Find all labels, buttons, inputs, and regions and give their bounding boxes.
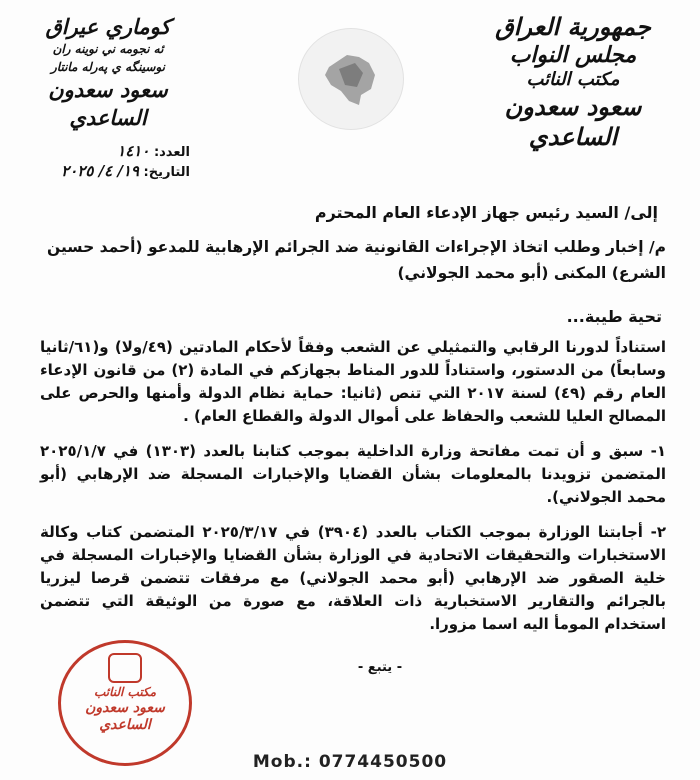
reference-date: ١٩/ ٤/ ٢٠٢٥ xyxy=(61,162,139,180)
letterhead-kurdish xyxy=(8,14,208,132)
reference-number-label: العدد: xyxy=(153,145,190,160)
subject-line: م/ إخبار وطلب اتخاذ الإجراءات القانونية ضد الجرائم الإرهابية للمدعو (أحمد حسين الشرع) المكنى (أبو محمد الجولاني) xyxy=(47,238,666,282)
letterhead-kurdish-republic: كوماري عيراق xyxy=(45,14,171,39)
addressee: إلى/ السيد رئيس جهاز الإدعاء العام المحترم xyxy=(314,203,658,222)
letterhead-kurdish-mp-name: سعود سعدون الساعدي xyxy=(48,77,168,130)
footer-mobile: Mob.: 0774450500 xyxy=(252,752,448,772)
reference-number: ١٤١٠ xyxy=(117,142,150,160)
letter-body xyxy=(40,200,666,648)
paragraph-point-2: ٢- أجابتنا الوزارة بموجب الكتاب بالعدد (٣٩٠٤) في ٢٠٢٥/٣/١٧ المتضمن كتاب وكالة الاستخبارات والتحقيقات الاتحادية في الوزارة بشأن القضايا والإخبارات المسجلة في خلية الصقور ضد الإرهابي (أبو محمد الجولاني) مع مرفقات تتضمن قرصا ليزريا بالجرائم والتقارير الاستخبارية ذات العلاقة، مع صورة من الوثيقة التي تتضمن استخدام المومأ اليه اسما مزورا. xyxy=(40,523,666,633)
official-stamp xyxy=(58,640,192,766)
continued-marker: - يتبع - xyxy=(357,660,403,675)
letterhead-office: مكتب النائب xyxy=(526,69,620,90)
letterhead-kurdish-parliament: ئه نجومه ني نوينه ران xyxy=(52,42,164,56)
reference-number-row xyxy=(30,142,190,162)
reference-date-row xyxy=(30,162,190,182)
letterhead-arabic xyxy=(468,12,678,152)
greeting: تحية طيبة... xyxy=(566,307,662,326)
reference-date-label: التاريخ: xyxy=(143,165,190,180)
reference-block xyxy=(30,142,190,182)
paragraph-intro: استناداً لدورنا الرقابي والتمثيلي عن الشعب وفقاً لأحكام المادتين (٤٩/ولا) و(٦١/ثانيا وسابعاً) من الدستور، واستناداً للدور المناط بجهازكم في المادة (٢) من قانون الإدعاء العام رقم (٤٩) لسنة ٢٠١٧ التي تنص (ثانيا: حماية نظام الدولة وأمنها والحرص على المصالح العليا للشعب والحفاظ على أموال الدولة والقطاع العام) . xyxy=(40,338,667,425)
iraq-map-emblem-icon xyxy=(298,28,404,130)
stamp-surname: الساعدي xyxy=(99,717,151,733)
letterhead-kurdish-office: نوسينگه ي پەرله مانتار xyxy=(51,60,165,74)
paragraph-point-1: ١- سبق و أن تمت مفاتحة وزارة الداخلية بموجب كتابنا بالعدد (١٣٠٣) في ٢٠٢٥/١/٧ المتضمن تزويدنا بالمعلومات بشأن القضايا والإخبارات المسجلة ضد الإرهابي (أبو محمد الجولاني). xyxy=(40,442,666,506)
stamp-office: مكتب النائب xyxy=(93,685,157,699)
stamp-emblem-icon xyxy=(108,653,142,683)
letterhead-republic: جمهورية العراق xyxy=(495,12,651,41)
stamp-name: سعود سعدون xyxy=(85,700,165,716)
letterhead-parliament: مجلس النواب xyxy=(509,42,637,68)
letterhead-mp-name: سعود سعدون الساعدي xyxy=(504,92,642,151)
